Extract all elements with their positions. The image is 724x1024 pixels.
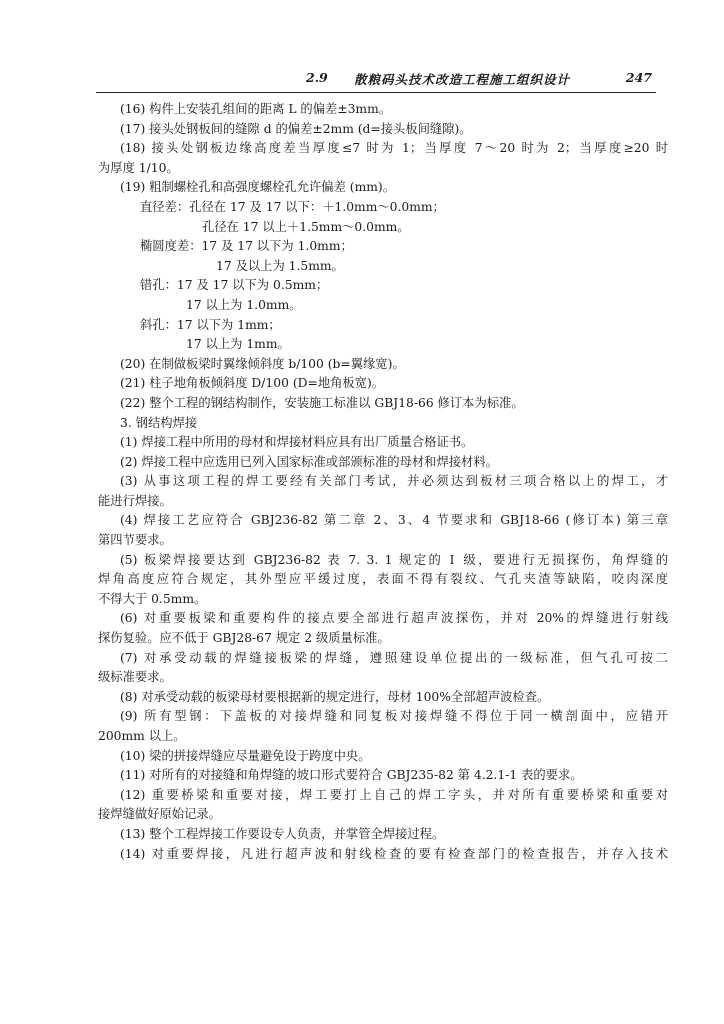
text-line: (10) 梁的拼接焊缝应尽量避免设于跨度中央。 [120,748,371,763]
text-line: (13) 整个工程焊接工作要设专人负责，并掌管全焊接过程。 [120,826,445,841]
text-line: 接焊缝做好原始记录。 [98,807,221,822]
text-line: (11) 对所有的对接缝和角焊缝的坡口形式要符合 GBJ235-82 第 4.2.1-1 表的要求。 [120,768,583,783]
text-line: 17 以上为 1mm。 [186,337,290,352]
text-line: 不得大于 0.5mm。 [98,591,207,606]
text-line: 17 以上为 1.0mm。 [186,297,302,312]
text-line: (3) 从事这项工程的焊工要经有关部门考试，并必须达到板材三项合格以上的焊工，才 [120,474,668,489]
text-line: (5) 板梁焊接要达到 GBJ236-82 表 7. 3. 1 规定的 Ⅰ 级，要进行无损探伤，角焊缝的 [120,552,668,567]
text-line: (1) 焊接工程中所用的母材和焊接材料应具有出厂质量合格证书。 [120,435,474,450]
text-line: 直径差：孔径在 17 及 17 以下：＋1.0mm～0.0mm； [140,199,445,214]
section-number: 2.9 [306,70,328,85]
text-line: (14) 对重要焊接，凡进行超声波和射线检查的要有检查部门的检查报告，并存入技术 [120,846,668,861]
text-line: (6) 对重要板梁和重要构件的接点要全部进行超声波探伤，并对 20%的焊缝进行射线 [120,611,668,626]
text-line: 焊角高度应符合规定，其外型应平缓过度，表面不得有裂纹、气孔夹渣等缺陷，咬肉深度 [98,572,668,587]
text-line: (22) 整个工程的钢结构制作，安装施工标准以 GBJ18-66 修订本为标准。 [120,395,524,410]
text-line: (4) 焊接工艺应符合 GBJ236-82 第二章 2、3、4 节要求和 GBJ18-66 (修订本) 第三章 [120,513,668,528]
text-line: (9) 所有型钢：下盖板的对接焊缝和同复板对接焊缝不得位于同一横剖面中，应错开 [120,709,668,724]
text-line: (19) 粗制螺栓孔和高强度螺栓孔允许偏差 (mm)。 [120,180,396,195]
text-line: 为厚度 1/10。 [98,160,179,175]
text-line: 能进行焊接。 [98,493,172,508]
page-header [96,70,656,90]
text-line: (20) 在制做板梁时翼缘倾斜度 b/100 (b=翼缘宽)。 [120,356,405,371]
text-line: (18) 接头处钢板边缘高度差当厚度≤7 时为 1；当厚度 7～20 时为 2；当厚度≥20 时 [120,141,668,156]
text-line: 级标准要求。 [98,670,172,685]
text-line: 孔径在 17 以上＋1.5mm～0.0mm。 [202,219,410,234]
page-number: 247 [625,70,652,85]
text-line: 3. 钢结构焊接 [120,415,198,430]
text-line: (16) 构件上安装孔组间的距离 L 的偏差±3mm。 [120,102,392,116]
header-rule [96,92,656,93]
text-line: 17 及以上为 1.5mm。 [216,258,344,273]
text-line: (12) 重要桥梁和重要对接，焊工要打上自己的焊工字头，并对所有重要桥梁和重要对 [120,787,668,802]
body-text [98,100,672,864]
text-line: 200mm 以上。 [98,729,186,743]
running-title: 散粮码头技术改造工程施工组织设计 [354,72,571,87]
text-line: 错孔：17 及 17 以下为 0.5mm； [140,278,329,293]
text-line: (17) 接头处钢板间的缝隙 d 的偏差±2mm (d=接头板间缝隙)。 [120,121,472,136]
text-line: (21) 柱子地角板倾斜度 D/100 (D=地角板宽)。 [120,376,385,391]
text-line: 探伤复验。应不低于 GBJ28-67 规定 2 级质量标准。 [98,631,390,646]
text-line: 椭圆度差：17 及 17 以下为 1.0mm； [140,239,353,254]
text-line: 第四节要求。 [98,533,172,548]
text-line: (7) 对承受动载的焊缝接板梁的焊缝，遵照建设单位提出的一级标准，但气孔可按二 [120,650,668,665]
text-line: 斜孔：17 以下为 1mm； [140,317,281,332]
text-line: (8) 对承受动载的板梁母材要根据新的规定进行，母材 100%全部超声波检查。 [120,689,550,704]
text-line: (2) 焊接工程中应选用已列入国家标准或部颁标准的母材和焊接材料。 [120,454,498,469]
